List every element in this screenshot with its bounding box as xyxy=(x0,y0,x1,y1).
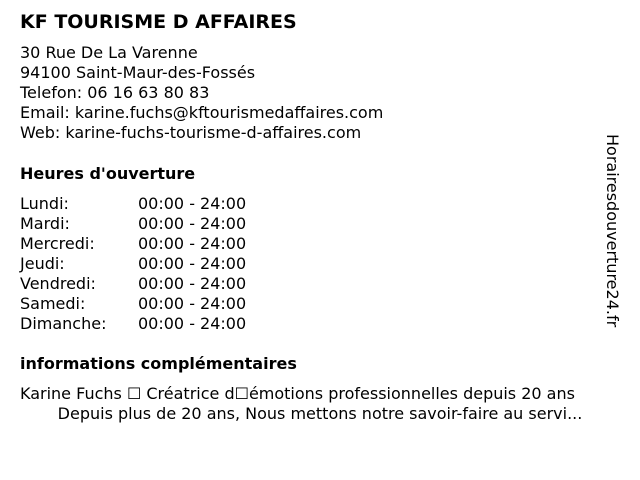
hours-row-jeudi xyxy=(20,254,280,274)
hours-row-samedi xyxy=(20,294,280,314)
time-range: 00:00 - 24:00 xyxy=(138,294,247,313)
contact-block xyxy=(20,43,383,143)
email-address: Email: karine.fuchs@kftourismedaffaires.com xyxy=(20,103,384,122)
info-text-line-1: Karine Fuchs ☐ Créatrice d☐émotions professionnelles depuis 20 ans xyxy=(20,384,575,403)
time-range: 00:00 - 24:00 xyxy=(138,214,247,233)
opening-hours-table xyxy=(20,194,280,334)
day-label: Samedi: xyxy=(20,294,86,313)
address-street: 30 Rue De La Varenne xyxy=(20,43,198,62)
hours-row-mercredi xyxy=(20,234,280,254)
watermark xyxy=(598,134,640,344)
info-heading: informations complémentaires xyxy=(20,354,297,373)
phone-number: Telefon: 06 16 63 80 83 xyxy=(20,83,210,102)
hours-row-dimanche xyxy=(20,314,280,334)
time-range: 00:00 - 24:00 xyxy=(138,314,247,333)
business-title: KF TOURISME D AFFAIRES xyxy=(20,11,297,33)
info-text-line-2: Depuis plus de 20 ans, Nous mettons notre savoir-faire au servi... xyxy=(57,404,583,423)
hours-row-vendredi xyxy=(20,274,280,294)
time-range: 00:00 - 24:00 xyxy=(138,234,247,253)
day-label: Lundi: xyxy=(20,194,69,213)
time-range: 00:00 - 24:00 xyxy=(138,194,247,213)
hours-heading: Heures d'ouverture xyxy=(20,164,196,183)
hours-row-lundi xyxy=(20,194,280,214)
day-label: Jeudi: xyxy=(20,254,65,273)
hours-row-mardi xyxy=(20,214,280,234)
time-range: 00:00 - 24:00 xyxy=(138,254,247,273)
address-city: 94100 Saint-Maur-des-Fossés xyxy=(20,63,256,82)
time-range: 00:00 - 24:00 xyxy=(138,274,247,293)
day-label: Mercredi: xyxy=(20,234,95,253)
website: Web: karine-fuchs-tourisme-d-affaires.com xyxy=(20,123,362,142)
day-label: Vendredi: xyxy=(20,274,96,293)
day-label: Dimanche: xyxy=(20,314,107,333)
day-label: Mardi: xyxy=(20,214,70,233)
watermark-text: Horairesdouverture24.fr xyxy=(603,134,622,328)
